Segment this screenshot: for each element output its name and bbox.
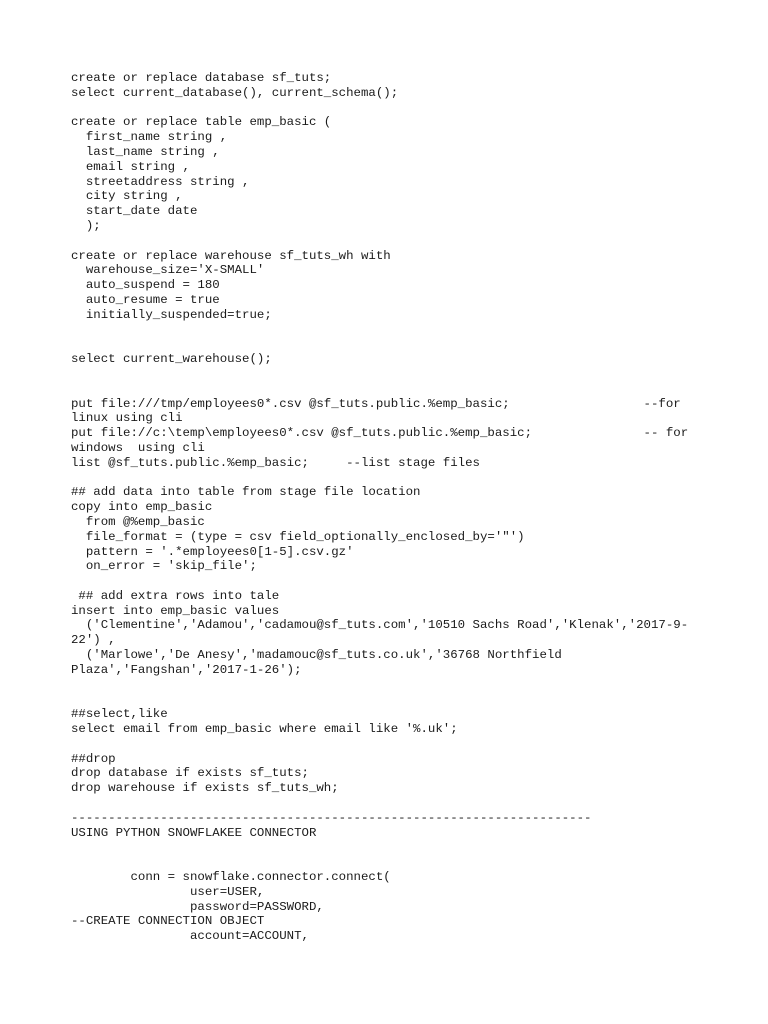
document-line: initially_suspended=true;	[71, 307, 272, 322]
document-line	[71, 382, 751, 397]
document-line: select current_warehouse();	[71, 352, 272, 367]
document-line: select current_database(), current_schema();	[71, 85, 399, 100]
document-line	[71, 471, 751, 486]
document-line: on_error = 'skip_file';	[71, 559, 257, 574]
document-line: create or replace warehouse sf_tuts_wh with	[71, 248, 391, 263]
document-line: ('Clementine','Adamou','cadamou@sf_tuts.com','10510 Sachs Road','Klenak','2017-9-	[71, 618, 689, 633]
document-line: select email from emp_basic where email like '%.uk';	[71, 722, 458, 737]
document-line: ('Marlowe','De Anesy','madamouc@sf_tuts.co.uk','36768 Northfield	[71, 648, 562, 663]
document-line	[71, 367, 751, 382]
document-line: file_format = (type = csv field_optionally_enclosed_by='"')	[71, 529, 525, 544]
document-line: drop warehouse if exists sf_tuts_wh;	[71, 781, 339, 796]
document-line: insert into emp_basic values	[71, 603, 280, 618]
document-line: list @sf_tuts.public.%emp_basic; --list stage files	[71, 455, 480, 470]
document-line: --CREATE CONNECTION OBJECT	[71, 914, 265, 929]
document-line: ## add data into table from stage file location	[71, 485, 421, 500]
document-line: ----------------------------------------------------------------------	[71, 810, 592, 825]
document-line	[71, 574, 751, 589]
document-line: auto_resume = true	[71, 292, 220, 307]
document-line: USING PYTHON SNOWFLAKEE CONNECTOR	[71, 825, 317, 840]
document-line: copy into emp_basic	[71, 500, 213, 515]
document-line	[71, 101, 751, 116]
document-line: auto_suspend = 180	[71, 278, 220, 293]
document-line: Plaza','Fangshan','2017-1-26');	[71, 662, 302, 677]
document-line	[71, 840, 751, 855]
document-line	[71, 692, 751, 707]
document-line: ## add extra rows into tale	[71, 588, 280, 603]
document-line	[71, 855, 751, 870]
document-line: warehouse_size='X-SMALL'	[71, 263, 265, 278]
document-line: put file:///tmp/employees0*.csv @sf_tuts.public.%emp_basic; --for	[71, 396, 681, 411]
document-line: windows using cli	[71, 440, 205, 455]
document-line	[71, 337, 751, 352]
document-line: ##select,like	[71, 707, 168, 722]
document-line: last_name string ,	[71, 144, 220, 159]
document-line: from @%emp_basic	[71, 514, 205, 529]
document-line: start_date date	[71, 204, 198, 219]
document-line: pattern = '.*employees0[1-5].csv.gz'	[71, 544, 354, 559]
document-line	[71, 234, 751, 249]
document-line: user=USER,	[71, 884, 265, 899]
document-line: conn = snowflake.connector.connect(	[71, 870, 391, 885]
document-line: linux using cli	[71, 411, 183, 426]
document-line: create or replace table emp_basic (	[71, 115, 332, 130]
document-body	[71, 71, 751, 944]
document-line	[71, 323, 751, 338]
document-line: drop database if exists sf_tuts;	[71, 766, 309, 781]
document-line: create or replace database sf_tuts;	[71, 71, 332, 85]
document-line: email string ,	[71, 159, 190, 174]
document-line	[71, 737, 751, 752]
document-line	[71, 678, 751, 693]
document-line: ##drop	[71, 751, 116, 766]
document-line: );	[71, 218, 101, 233]
document-line: account=ACCOUNT,	[71, 929, 309, 944]
document-line	[71, 796, 751, 811]
document-line: streetaddress string ,	[71, 174, 250, 189]
document-line: city string ,	[71, 189, 183, 204]
document-line: 22') ,	[71, 633, 116, 648]
document-line: put file://c:\temp\employees0*.csv @sf_tuts.public.%emp_basic; -- for	[71, 426, 689, 441]
document-line: first_name string ,	[71, 130, 228, 145]
document-line: password=PASSWORD,	[71, 899, 324, 914]
